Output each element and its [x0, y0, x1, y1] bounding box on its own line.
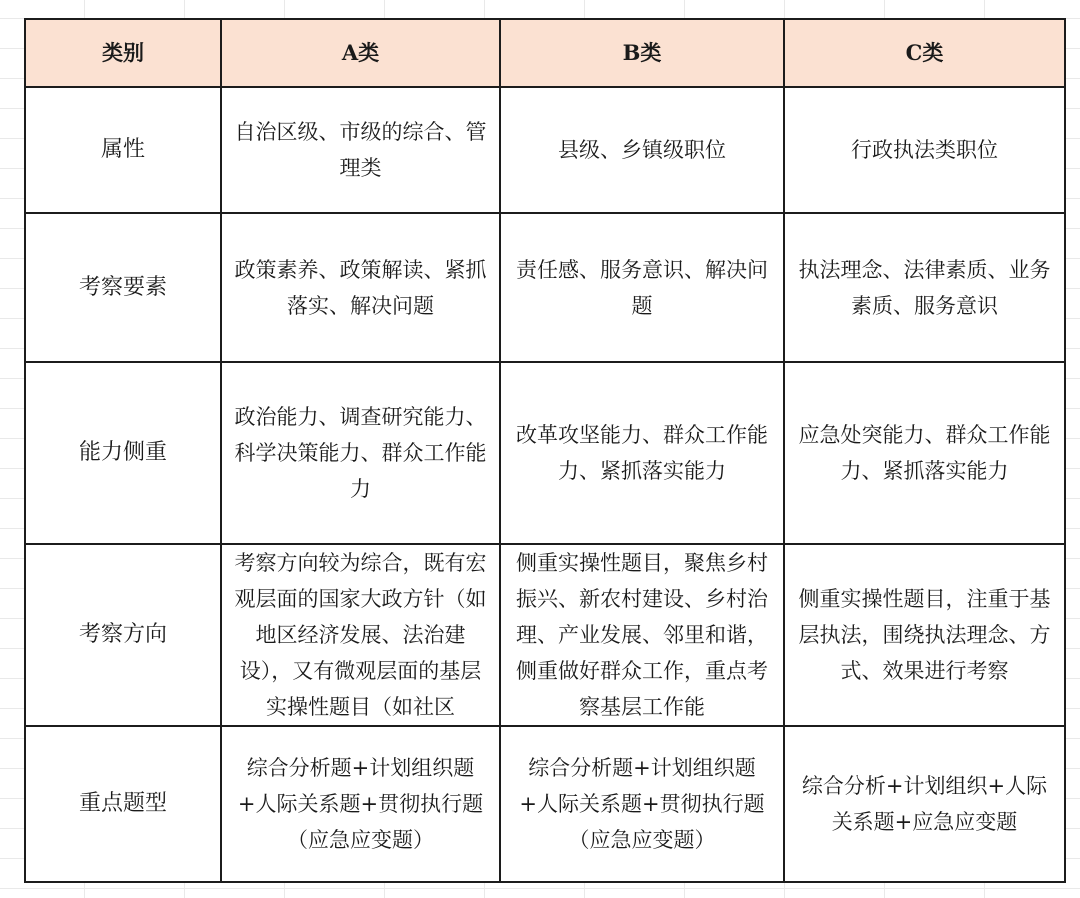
cell-c: 行政执法类职位 — [784, 87, 1065, 213]
cell-b: 改革攻坚能力、群众工作能力、紧抓落实能力 — [500, 362, 784, 544]
header-class-a: A类 — [221, 19, 500, 87]
cell-a: 政治能力、调查研究能力、科学决策能力、群众工作能力 — [221, 362, 500, 544]
row-label: 重点题型 — [25, 726, 221, 882]
row-label: 属性 — [25, 87, 221, 213]
cell-a: 综合分析题+计划组织题+人际关系题+贯彻执行题（应急应变题） — [221, 726, 500, 882]
row-label: 能力侧重 — [25, 362, 221, 544]
header-class-b: B类 — [500, 19, 784, 87]
cell-a — [221, 544, 500, 726]
cell-b-text: 侧重实操性题目，聚焦乡村振兴、新农村建设、乡村治理、产业发展、邻里和谐，侧重做好群众工作，重点考察基层工作能 — [516, 551, 768, 719]
cell-c: 执法理念、法律素质、业务素质、服务意识 — [784, 213, 1065, 362]
cell-a-text: 考察方向较为综合，既有宏观层面的国家大政方针（如地区经济发展、法治建设），又有微观层面的基层实操性题目（如社区 — [234, 551, 487, 719]
category-comparison-table — [24, 18, 1066, 883]
row-assessment-direction — [25, 544, 1065, 726]
header-category: 类别 — [25, 19, 221, 87]
row-attribute — [25, 87, 1065, 213]
cell-b: 县级、乡镇级职位 — [500, 87, 784, 213]
row-ability-focus — [25, 362, 1065, 544]
cell-b — [500, 544, 784, 726]
row-label: 考察要素 — [25, 213, 221, 362]
cell-a: 自治区级、市级的综合、管理类 — [221, 87, 500, 213]
row-key-question-types — [25, 726, 1065, 882]
header-class-c: C类 — [784, 19, 1065, 87]
cell-b: 综合分析题+计划组织题+人际关系题+贯彻执行题（应急应变题） — [500, 726, 784, 882]
cell-c: 综合分析+计划组织+人际关系题+应急应变题 — [784, 726, 1065, 882]
comparison-table-container — [24, 18, 1064, 883]
cell-c: 应急处突能力、群众工作能力、紧抓落实能力 — [784, 362, 1065, 544]
cell-c: 侧重实操性题目，注重于基层执法，围绕执法理念、方式、效果进行考察 — [784, 544, 1065, 726]
cell-a: 政策素养、政策解读、紧抓落实、解决问题 — [221, 213, 500, 362]
row-assessment-elements — [25, 213, 1065, 362]
row-label: 考察方向 — [25, 544, 221, 726]
header-row — [25, 19, 1065, 87]
cell-b: 责任感、服务意识、解决问题 — [500, 213, 784, 362]
